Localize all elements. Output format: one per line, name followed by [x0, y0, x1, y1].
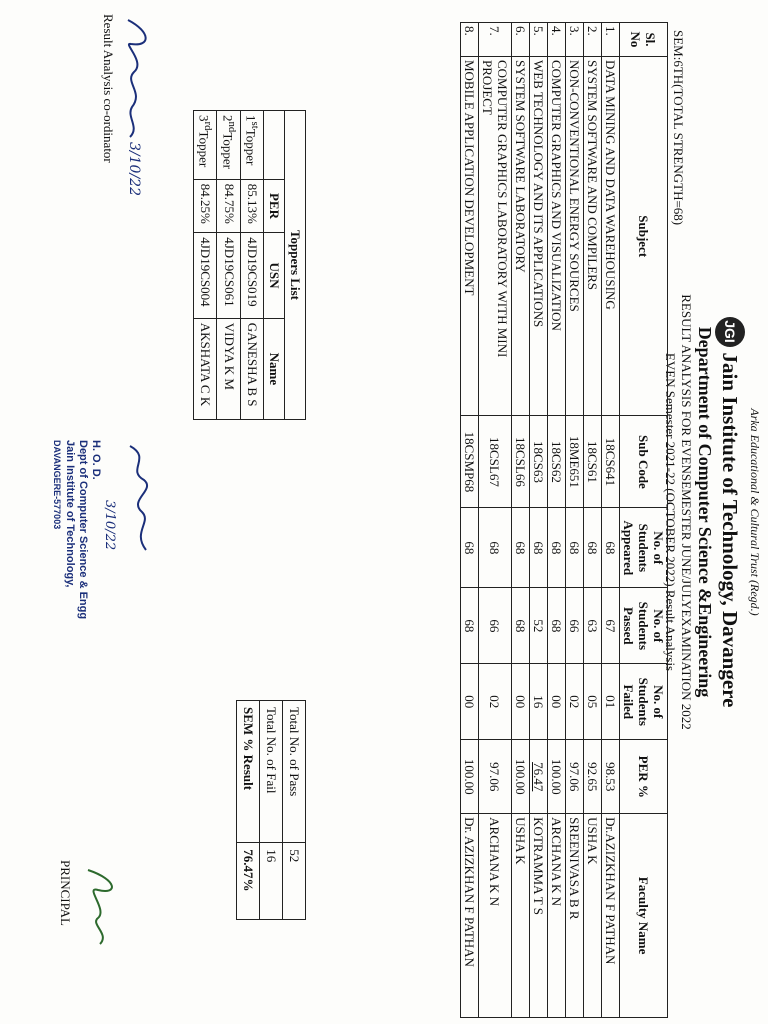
table-row [461, 23, 479, 1018]
col-passed: No. of Students Passed [620, 588, 668, 664]
col-slno: Sl. No [620, 23, 668, 57]
table-row [584, 23, 602, 1018]
col-appeared: No. of Students Appeared [620, 508, 668, 588]
summary-table [236, 700, 306, 920]
summary-row [283, 701, 306, 920]
topper-name: VIDYA K M [217, 318, 240, 419]
row-faculty: USHA K [584, 814, 602, 1018]
row-no: 5. [530, 23, 548, 57]
row-appeared: 68 [566, 508, 584, 588]
row-failed: 02 [479, 664, 512, 740]
table-row [548, 23, 566, 1018]
topper-row [194, 111, 217, 420]
topper-per: 84.75% [217, 179, 240, 233]
toppers-col-rank [264, 111, 285, 180]
total-fail-value: 16 [260, 843, 283, 920]
row-faculty: ARCHANA K N [548, 814, 566, 1018]
summary-row [237, 701, 260, 920]
table-row [479, 23, 512, 1018]
total-pass-label: Total No. of Pass [283, 701, 306, 843]
toppers-col-name: Name [264, 318, 285, 419]
topper-name: GANESHA B S [240, 318, 263, 419]
row-appeared: 68 [512, 508, 530, 588]
row-appeared: 68 [548, 508, 566, 588]
row-faculty: SREENIVASA B R [566, 814, 584, 1018]
hod-stamp-title: H. O. D. [90, 440, 102, 480]
row-passed: 67 [602, 588, 620, 664]
row-code: 18CSL66 [512, 416, 530, 508]
topper-rank: 1stTopper [240, 111, 263, 180]
col-sub-code: Sub Code [620, 416, 668, 508]
row-per: 97.06 [479, 740, 512, 814]
row-passed: 66 [479, 588, 512, 664]
row-faculty: Dr.AZIZKHAN F PATHAN [602, 814, 620, 1018]
row-failed: 01 [602, 664, 620, 740]
summary-row [260, 701, 283, 920]
result-table [460, 22, 668, 1018]
row-no: 2. [584, 23, 602, 57]
row-failed: 02 [566, 664, 584, 740]
row-failed: 00 [512, 664, 530, 740]
hod-date: 3/10/22 [102, 500, 117, 551]
row-subject: WEB TECHNOLOGY AND ITS APPLICATIONS [530, 56, 548, 415]
row-failed: 05 [584, 664, 602, 740]
row-per: 92.65 [584, 740, 602, 814]
row-subject: COMPUTER GRAPHICS AND VISUALIZATION [548, 56, 566, 415]
row-subject: MOBILE APPLICATION DEVELOPMENT [461, 56, 479, 415]
topper-per: 85.13% [240, 179, 263, 233]
row-faculty: KOTRAMMA T S [530, 814, 548, 1018]
toppers-col-usn: USN [264, 233, 285, 318]
col-per: PER % [620, 740, 668, 814]
row-passed: 52 [530, 588, 548, 664]
hod-stamp-institute: Jain Institute of Technology, [64, 440, 76, 588]
row-subject: SYSTEM SOFTWARE LABORATORY [512, 56, 530, 415]
topper-usn: 4JD19CS061 [217, 233, 240, 318]
hod-stamp-city: DAVANGERE-577003 [52, 440, 62, 530]
row-passed: 63 [584, 588, 602, 664]
topper-usn: 4JD19CS004 [194, 233, 217, 318]
topper-row [240, 111, 263, 420]
hod-signature-icon [122, 440, 156, 560]
row-failed: 00 [461, 664, 479, 740]
col-faculty: Faculty Name [620, 814, 668, 1018]
toppers-col-per: PER [264, 179, 285, 233]
row-no: 6. [512, 23, 530, 57]
row-faculty: USHA K [512, 814, 530, 1018]
row-per: 98.53 [602, 740, 620, 814]
row-passed: 68 [461, 588, 479, 664]
principal-label: PRINCIPAL [58, 860, 73, 926]
row-no: 8. [461, 23, 479, 57]
coordinator-signature [116, 12, 156, 252]
row-code: 18CS63 [530, 416, 548, 508]
row-faculty: ARCHANA K N [479, 814, 512, 1018]
row-per: 100.00 [512, 740, 530, 814]
row-appeared: 68 [602, 508, 620, 588]
institute-name: Jain Institute of Technology, Davangere [718, 352, 743, 708]
coordinator-label: Result Analysis co-ordinator [101, 14, 116, 163]
toppers-table [193, 110, 306, 420]
row-failed: 16 [530, 664, 548, 740]
row-failed: 00 [548, 664, 566, 740]
hod-stamp-dept: Dept of Computer Science & Engg [77, 440, 89, 620]
row-no: 1. [602, 23, 620, 57]
col-subject: Subject [620, 56, 668, 415]
row-subject: DATA MINING AND DATA WAREHOUSING [602, 56, 620, 415]
table-row [530, 23, 548, 1018]
topper-per: 84.25% [194, 179, 217, 233]
row-appeared: 68 [530, 508, 548, 588]
topper-rank: 3rdTopper [194, 111, 217, 180]
row-per: 100.00 [461, 740, 479, 814]
row-code: 18CS641 [602, 416, 620, 508]
principal-signature-icon [78, 860, 128, 950]
sem-result-value: 76.47% [237, 843, 260, 920]
row-code: 18ME651 [566, 416, 584, 508]
table-row [566, 23, 584, 1018]
row-no: 7. [479, 23, 512, 57]
row-code: 18CS61 [584, 416, 602, 508]
row-no: 4. [548, 23, 566, 57]
sem-result-label: SEM % Result [237, 701, 260, 843]
institute-logo: JGI [715, 317, 745, 347]
row-no: 3. [566, 23, 584, 57]
row-passed: 68 [512, 588, 530, 664]
topper-name: AKSHATA C K [194, 318, 217, 419]
row-passed: 66 [566, 588, 584, 664]
row-subject: NON-CONVENTIONAL ENERGY SOURCES [566, 56, 584, 415]
row-appeared: 68 [584, 508, 602, 588]
total-pass-value: 52 [283, 843, 306, 920]
coordinator-date: 3/10/22 [126, 142, 142, 196]
row-code: 18CS62 [548, 416, 566, 508]
toppers-header-row [264, 111, 285, 420]
row-per: 97.06 [566, 740, 584, 814]
department-name: Department of Computer Science &Engineering [695, 326, 715, 698]
row-per: 76.47 [530, 740, 548, 814]
semester-strength: SEM:6TH(TOTAL STRENGTH=68) [671, 30, 686, 226]
table-row [602, 23, 620, 1018]
row-code: 18CSMP68 [461, 416, 479, 508]
principal-block [57, 860, 128, 960]
topper-usn: 4JD19CS019 [240, 233, 263, 318]
row-per: 100.00 [548, 740, 566, 814]
row-appeared: 68 [461, 508, 479, 588]
row-passed: 68 [548, 588, 566, 664]
total-fail-label: Total No. of Fail [260, 701, 283, 843]
col-failed: No. of Students Failed [620, 664, 668, 740]
table-header-row [620, 23, 668, 1018]
toppers-title: Toppers List [285, 111, 306, 420]
topper-rank: 2ndTopper [217, 111, 240, 180]
row-appeared: 68 [479, 508, 512, 588]
exam-title: RESULT ANALYSIS FOR EVENSEMESTER JUNE/JULYEXAMINATION 2022 [679, 294, 694, 730]
semester-title: EVEN Semester 2021-22 (OCTOBER 2022) Result Analysis [663, 352, 678, 672]
trust-name: Arka Educational & Cultural Trust (Regd.) [748, 408, 762, 616]
topper-row [217, 111, 240, 420]
table-row [512, 23, 530, 1018]
row-code: 18CSL67 [479, 416, 512, 508]
row-faculty: Dr. AZIZKHAN F PATHAN [461, 814, 479, 1018]
row-subject: SYSTEM SOFTWARE AND COMPILERS [584, 56, 602, 415]
hod-stamp [50, 440, 156, 670]
row-subject: COMPUTER GRAPHICS LABORATORY WITH MINI PROJECT [479, 56, 512, 415]
